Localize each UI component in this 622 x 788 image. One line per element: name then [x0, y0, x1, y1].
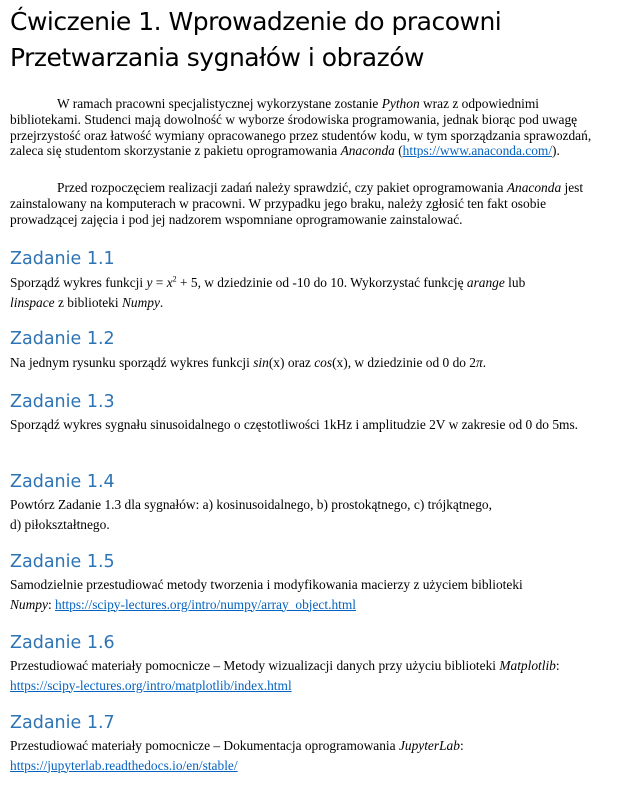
task-1-3-heading: Zadanie 1.3	[10, 392, 115, 412]
task-1-3-text: Sporządź wykres sygnału sinusoidalnego o częstotliwości 1kHz i amplitudzie 2V w zakresie od 0 do 5ms.	[10, 417, 578, 432]
intro-paragraph-1: W ramach pracowni specjalistycznej wykorzystane zostanie Python wraz z odpowiednimi bibliotekami. Studenci mają dowolność w wyborze środowiska programowania, jednak biorąc pod uwagę przejrzystość oraz łatwość wymiany opracowanego przez studentów kodu, w tym sporządzania sprawozdań, zaleca się studentom skorzystanie z pakietu oprogramowania Anaconda (https://www.anaconda.com/).	[10, 96, 592, 159]
task-1-6-heading: Zadanie 1.6	[10, 633, 115, 653]
task-1-5-heading: Zadanie 1.5	[10, 552, 115, 572]
task-1-5-text: Samodzielnie przestudiować metody tworzenia i modyfikowania macierzy z użyciem biblioteki Numpy: https://scipy-lectures.org/intro/numpy/array_object.html	[10, 577, 523, 612]
task-1-4-heading: Zadanie 1.4	[10, 472, 115, 492]
title-line-1: Ćwiczenie 1. Wprowadzenie do pracowni	[10, 7, 502, 36]
task-1-2-heading: Zadanie 1.2	[10, 329, 115, 349]
anaconda-link[interactable]: https://www.anaconda.com/	[402, 143, 553, 159]
task-1-1-text: Sporządź wykres funkcji $y = x^2 + 5$, w dziedzinie od -10 do 10. Wykorzystać funkcję arange lub linspace z biblioteki Numpy.	[10, 274, 526, 310]
document-title	[10, 4, 610, 76]
matplotlib-link[interactable]: https://scipy-lectures.org/intro/matplotlib/index.html	[10, 677, 292, 693]
intro-paragraph-2: Przed rozpoczęciem realizacji zadań należy sprawdzić, czy pakiet oprogramowania Anaconda jest zainstalowany na komputerach w pracowni. W przypadku jego braku, należy zgłosić ten fakt osobie prowadzącej zajęcia i pod jej nadzorem wspomniane oprogramowanie zainstalować.	[10, 180, 584, 227]
numpy-array-link[interactable]: https://scipy-lectures.org/intro/numpy/array_object.html	[55, 596, 356, 612]
task-1-6-text: Przestudiować materiały pomocnicze – Metody wizualizacji danych przy użyciu biblioteki Matplotlib: https://scipy-lectures.org/intro/matplotlib/index.html	[10, 658, 560, 693]
task-1-1-heading: Zadanie 1.1	[10, 249, 115, 269]
title-line-2: Przetwarzania sygnałów i obrazów	[10, 43, 424, 72]
task-1-7-heading: Zadanie 1.7	[10, 713, 115, 733]
task-1-4-text: Powtórz Zadanie 1.3 dla sygnałów: a) kosinusoidalnego, b) prostokątnego, c) trójkątnego, d) piłokształtnego.	[10, 497, 492, 532]
task-1-7-text: Przestudiować materiały pomocnicze – Dokumentacja oprogramowania JupyterLab: https://jupyterlab.readthedocs.io/en/stable/	[10, 738, 464, 773]
jupyterlab-link[interactable]: https://jupyterlab.readthedocs.io/en/stable/	[10, 757, 238, 773]
task-1-2-text: Na jednym rysunku sporządź wykres funkcji sin(x) oraz cos(x), w dziedzinie od 0 do 2π.	[10, 355, 487, 370]
